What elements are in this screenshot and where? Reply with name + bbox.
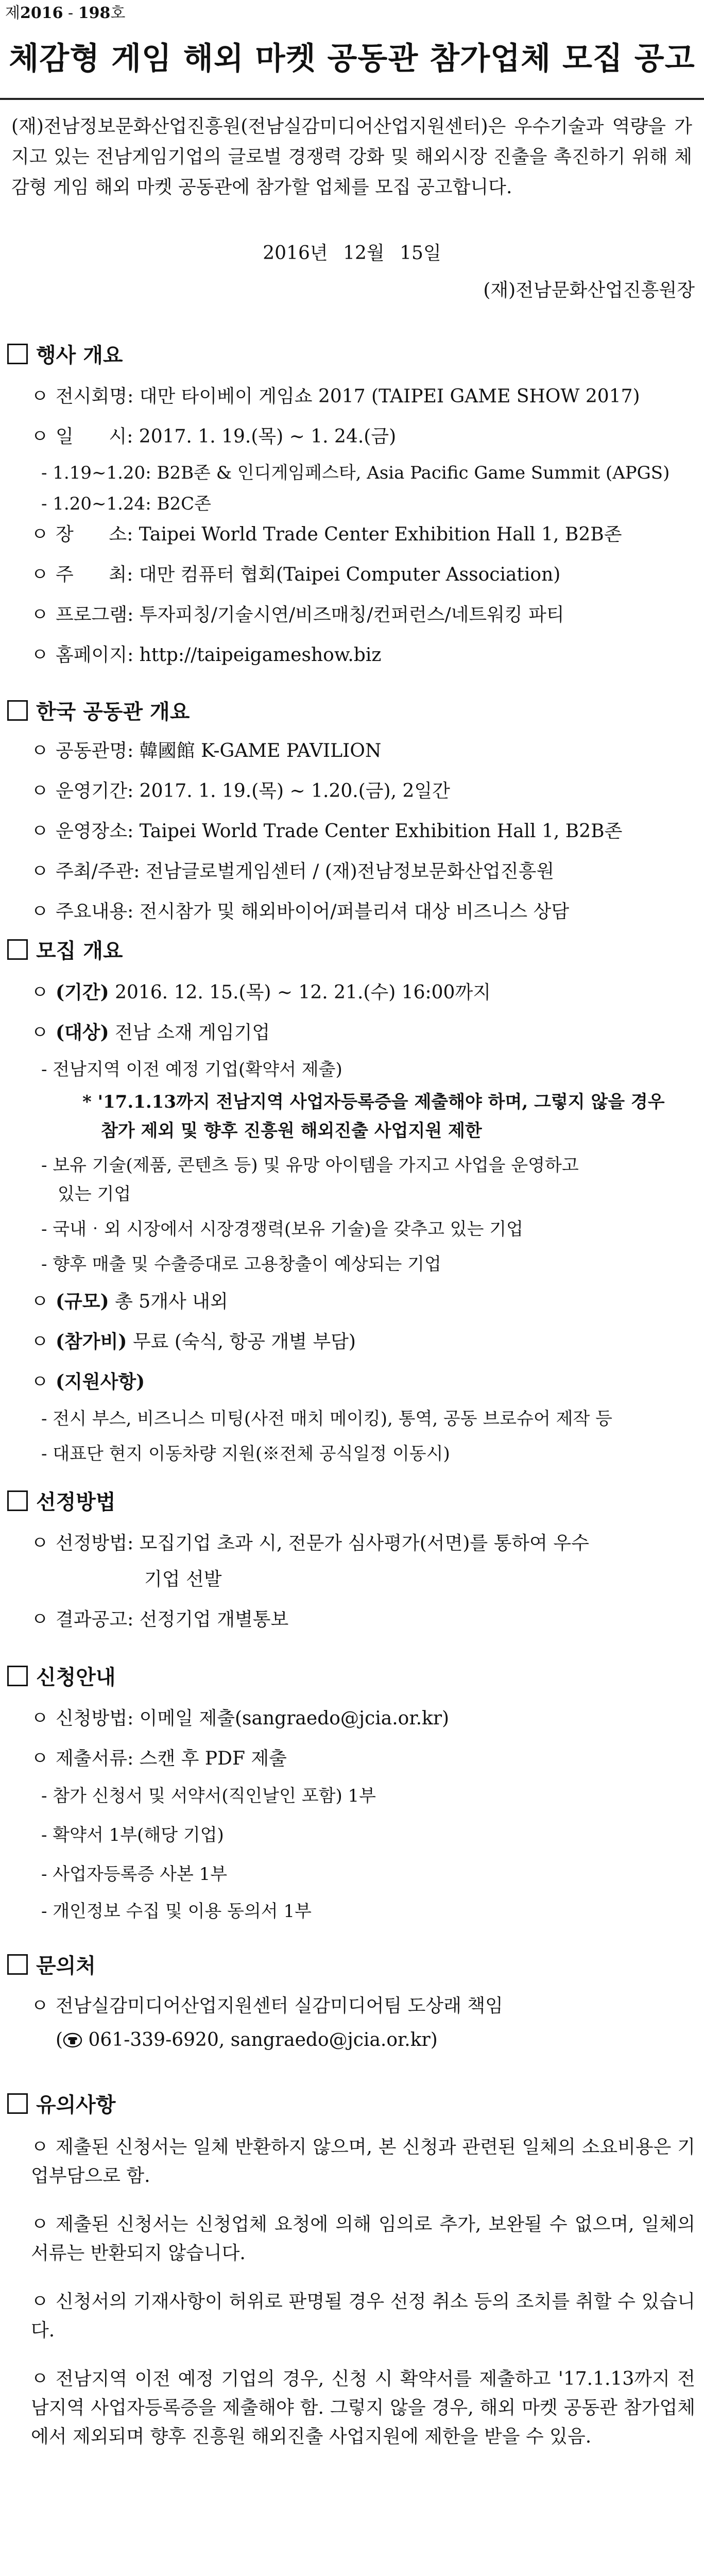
sub-item: - 개인정보 수집 및 이용 동의서 1부 [41, 1901, 312, 1922]
section-title: 모집 개요 [36, 939, 123, 963]
bullet-icon: ㅇ [31, 386, 49, 407]
page-title: 체감형 게임 해외 마켓 공동관 참가업체 모집 공고 [9, 41, 695, 77]
bullet-icon: ㅇ [31, 1022, 49, 1043]
issue-no: 198 [78, 4, 111, 22]
bullet-icon: ㅇ [31, 1708, 49, 1729]
bullet-icon: ㅇ [31, 1291, 49, 1312]
note-item [31, 2287, 695, 2345]
checkbox-square-icon [7, 2093, 28, 2114]
item-label: (대상) [56, 1022, 109, 1043]
sub-item: - 보유 기술(제품, 콘텐츠 등) 및 유망 아이템을 가지고 사업을 운영하고 [41, 1155, 579, 1176]
section-title: 문의처 [36, 1954, 96, 1978]
item-text: 주최/주관: 전남글로벌게임센터 / (재)전남정보문화산업진흥원 [56, 861, 555, 882]
contact-line [56, 2027, 438, 2054]
item-text: 장 소: Taipei World Trade Center Exhibition Hall 1, B2B존 [56, 524, 622, 545]
sub-item: - 전남지역 이전 예정 기업(확약서 제출) [41, 1059, 342, 1080]
list-item [31, 1368, 145, 1396]
list-item [31, 562, 560, 588]
note-line: * '17.1.13까지 전남지역 사업자등록증을 제출해야 하며, 그렇지 않을 경우 [82, 1092, 665, 1112]
bullet-icon: ㅇ [31, 2291, 49, 2312]
notice-date: 2016년 12월 15일 [263, 243, 441, 264]
sub-item: - 1.20~1.24: B2C존 [41, 494, 211, 514]
issuer-name: (재)전남문화산업진흥원장 [483, 280, 695, 301]
item-text: 선정방법: 모집기업 초과 시, 전문가 심사평가(서면)를 통하여 우수 [56, 1533, 589, 1554]
bullet-icon: ㅇ [31, 2137, 49, 2158]
section-event-overview [7, 342, 123, 369]
item-text: 공동관명: 韓國館 K-GAME PAVILION [56, 740, 382, 761]
item-text: 운영기간: 2017. 1. 19.(목) ∼ 1.20.(금), 2일간 [56, 781, 450, 802]
list-item [31, 1705, 449, 1732]
item-text: 제출된 신청서는 신청업체 요청에 의해 임의로 추가, 보완될 수 없으며, 일체의 서류는 반환되지 않습니다. [31, 2214, 695, 2264]
note-item [31, 2210, 695, 2268]
list-item [31, 778, 450, 805]
issue-suffix: 호 [110, 4, 126, 22]
list-item [31, 1993, 503, 2020]
item-text: 무료 (숙식, 항공 개별 부담) [127, 1331, 356, 1352]
checkbox-square-icon [7, 939, 28, 960]
item-text: 프로그램: 투자피칭/기술시연/비즈매칭/컨퍼런스/네트워킹 파티 [56, 604, 564, 625]
list-item [31, 818, 622, 845]
bullet-icon: ㅇ [31, 821, 49, 842]
list-item [31, 521, 622, 548]
item-text: 신청서의 기재사항이 허위로 판명될 경우 선정 취소 등의 조치를 취할 수 있습니다. [31, 2291, 695, 2341]
sub-item: - 확약서 1부(해당 기업) [41, 1825, 224, 1845]
sub-item: - 1.19~1.20: B2B존 & 인디게임페스타, Asia Pacific Game Summit (APGS) [41, 463, 670, 483]
list-item [31, 1745, 287, 1772]
checkbox-square-icon [7, 1666, 28, 1686]
checkbox-square-icon [7, 700, 28, 721]
checkbox-square-icon [7, 1954, 28, 1975]
item-text: 전남 소재 게임기업 [109, 1022, 270, 1043]
sub-item: - 사업자등록증 사본 1부 [41, 1864, 228, 1885]
item-text: 전남지역 이전 예정 기업의 경우, 신청 시 확약서를 제출하고 '17.1.13까지 전남지역 사업자등록증을 제출해야 함. 그렇지 않을 경우, 해외 마켓 공동관 참가업체에서 제외되며 향후 진흥원 해외진출 사업지원에 제한을 받을 수 있음. [31, 2368, 695, 2447]
bullet-icon: ㅇ [31, 1609, 49, 1630]
homepage-link[interactable]: 홈페이지: http://taipeigameshow.biz [56, 645, 382, 666]
bullet-icon: ㅇ [31, 901, 49, 922]
bullet-icon: ㅇ [31, 426, 49, 447]
issue-number [5, 3, 125, 24]
item-text: 제출서류: 스캔 후 PDF 제출 [56, 1748, 287, 1769]
issue-separator: - [63, 4, 78, 22]
item-text: 일 시: 2017. 1. 19.(목) ∼ 1. 24.(금) [56, 426, 397, 447]
section-title: 유의사항 [36, 2093, 116, 2117]
item-label: (지원사항) [56, 1371, 145, 1393]
bullet-icon: ㅇ [31, 1995, 49, 2016]
bullet-icon: ㅇ [31, 2368, 49, 2389]
list-item [31, 1530, 589, 1557]
issue-prefix: 제 [5, 4, 20, 22]
item-text: 총 5개사 내외 [109, 1291, 228, 1312]
list-item [31, 738, 381, 765]
section-application [7, 1664, 116, 1691]
list-item [31, 423, 396, 450]
item-text: 제출된 신청서는 일체 반환하지 않으며, 본 신청과 관련된 일체의 소요비용은 기업부담으로 함. [31, 2137, 695, 2187]
note-item [31, 2365, 695, 2451]
list-item [31, 1019, 270, 1046]
bullet-icon: ㅇ [31, 1748, 49, 1769]
section-title: 선정방법 [36, 1490, 116, 1514]
section-notes [7, 2092, 116, 2119]
list-item [31, 858, 554, 885]
item-text: 결과공고: 선정기업 개별통보 [56, 1609, 289, 1630]
list-item [31, 602, 564, 629]
section-title: 신청안내 [36, 1666, 116, 1689]
section-recruitment [7, 938, 123, 964]
note-item [31, 2133, 695, 2191]
list-item [31, 899, 569, 925]
list-item [31, 979, 491, 1006]
bullet-icon: ㅇ [31, 2214, 49, 2235]
issue-year: 2016 [20, 4, 63, 22]
item-text: 주요내용: 전시참가 및 해외바이어/퍼블리셔 대상 비즈니스 상담 [56, 901, 570, 922]
checkbox-square-icon [7, 344, 28, 364]
item-label: (기간) [56, 981, 109, 1003]
item-label: (참가비) [56, 1331, 127, 1352]
sub-item-cont: 있는 기업 [58, 1184, 131, 1205]
telephone-icon [63, 2029, 82, 2050]
item-text: 2016. 12. 15.(목) ∼ 12. 21.(수) 16:00까지 [109, 982, 491, 1003]
list-item [31, 642, 381, 669]
list-item [31, 1606, 288, 1633]
item-text: 주 최: 대만 컴퓨터 협회(Taipei Computer Association) [56, 564, 561, 585]
bullet-icon: ㅇ [31, 781, 49, 802]
list-item [31, 1288, 228, 1315]
sub-item: - 전시 부스, 비즈니스 미팅(사전 매치 메이킹), 통역, 공동 브로슈어 제작 등 [41, 1409, 612, 1429]
note-line: 참가 제외 및 향후 진흥원 해외진출 사업지원 제한 [101, 1121, 482, 1141]
bullet-icon: ㅇ [31, 1533, 49, 1554]
section-korea-pavilion [7, 699, 190, 725]
item-text: 전남실감미디어산업지원센터 실감미디어팀 도상래 책임 [56, 1995, 503, 2016]
item-text: 운영장소: Taipei World Trade Center Exhibition Hall 1, B2B존 [56, 821, 623, 842]
bullet-icon: ㅇ [31, 740, 49, 761]
bullet-icon: ㅇ [31, 524, 49, 545]
sub-item: - 참가 신청서 및 서약서(직인날인 포함) 1부 [41, 1786, 376, 1806]
bullet-icon: ㅇ [31, 982, 49, 1003]
list-item [31, 1328, 356, 1355]
list-item [31, 383, 640, 410]
item-text: 신청방법: 이메일 제출(sangraedo@jcia.or.kr) [56, 1708, 450, 1729]
section-selection [7, 1489, 116, 1516]
section-contact [7, 1953, 96, 1979]
contact-details: 061-339-6920, sangraedo@jcia.or.kr) [82, 2029, 438, 2050]
sub-item: - 대표단 현지 이동차량 지원(※전체 공식일정 이동시) [41, 1444, 450, 1464]
sub-item: - 국내‧외 시장에서 시장경쟁력(보유 기술)을 갖추고 있는 기업 [41, 1219, 523, 1240]
bullet-icon: ㅇ [31, 645, 49, 666]
checkbox-square-icon [7, 1490, 28, 1511]
sub-item: - 향후 매출 및 수출증대로 고용창출이 예상되는 기업 [41, 1254, 441, 1275]
bullet-icon: ㅇ [31, 604, 49, 625]
section-title: 행사 개요 [36, 344, 123, 367]
bullet-icon: ㅇ [31, 1331, 49, 1352]
bullet-icon: ㅇ [31, 861, 49, 882]
section-title: 한국 공동관 개요 [36, 700, 190, 724]
bullet-icon: ㅇ [31, 564, 49, 585]
item-label: (규모) [56, 1291, 109, 1312]
item-text: 전시회명: 대만 타이베이 게임쇼 2017 (TAIPEI GAME SHOW 2017) [56, 386, 640, 407]
paren-open: ( [56, 2029, 63, 2050]
bullet-icon: ㅇ [31, 1371, 49, 1393]
intro-paragraph: (재)전남정보문화산업진흥원(전남실감미디어산업지원센터)은 우수기술과 역량을 가지고 있는 전남게임기업의 글로벌 경쟁력 강화 및 해외시장 진출을 촉진하기 위해 체감형 게임 해외 마켓 공동관에 참가할 업체를 모집 공고합니다. [11, 116, 692, 198]
item-continuation: 기업 선발 [144, 1569, 222, 1590]
title-divider [0, 98, 704, 100]
